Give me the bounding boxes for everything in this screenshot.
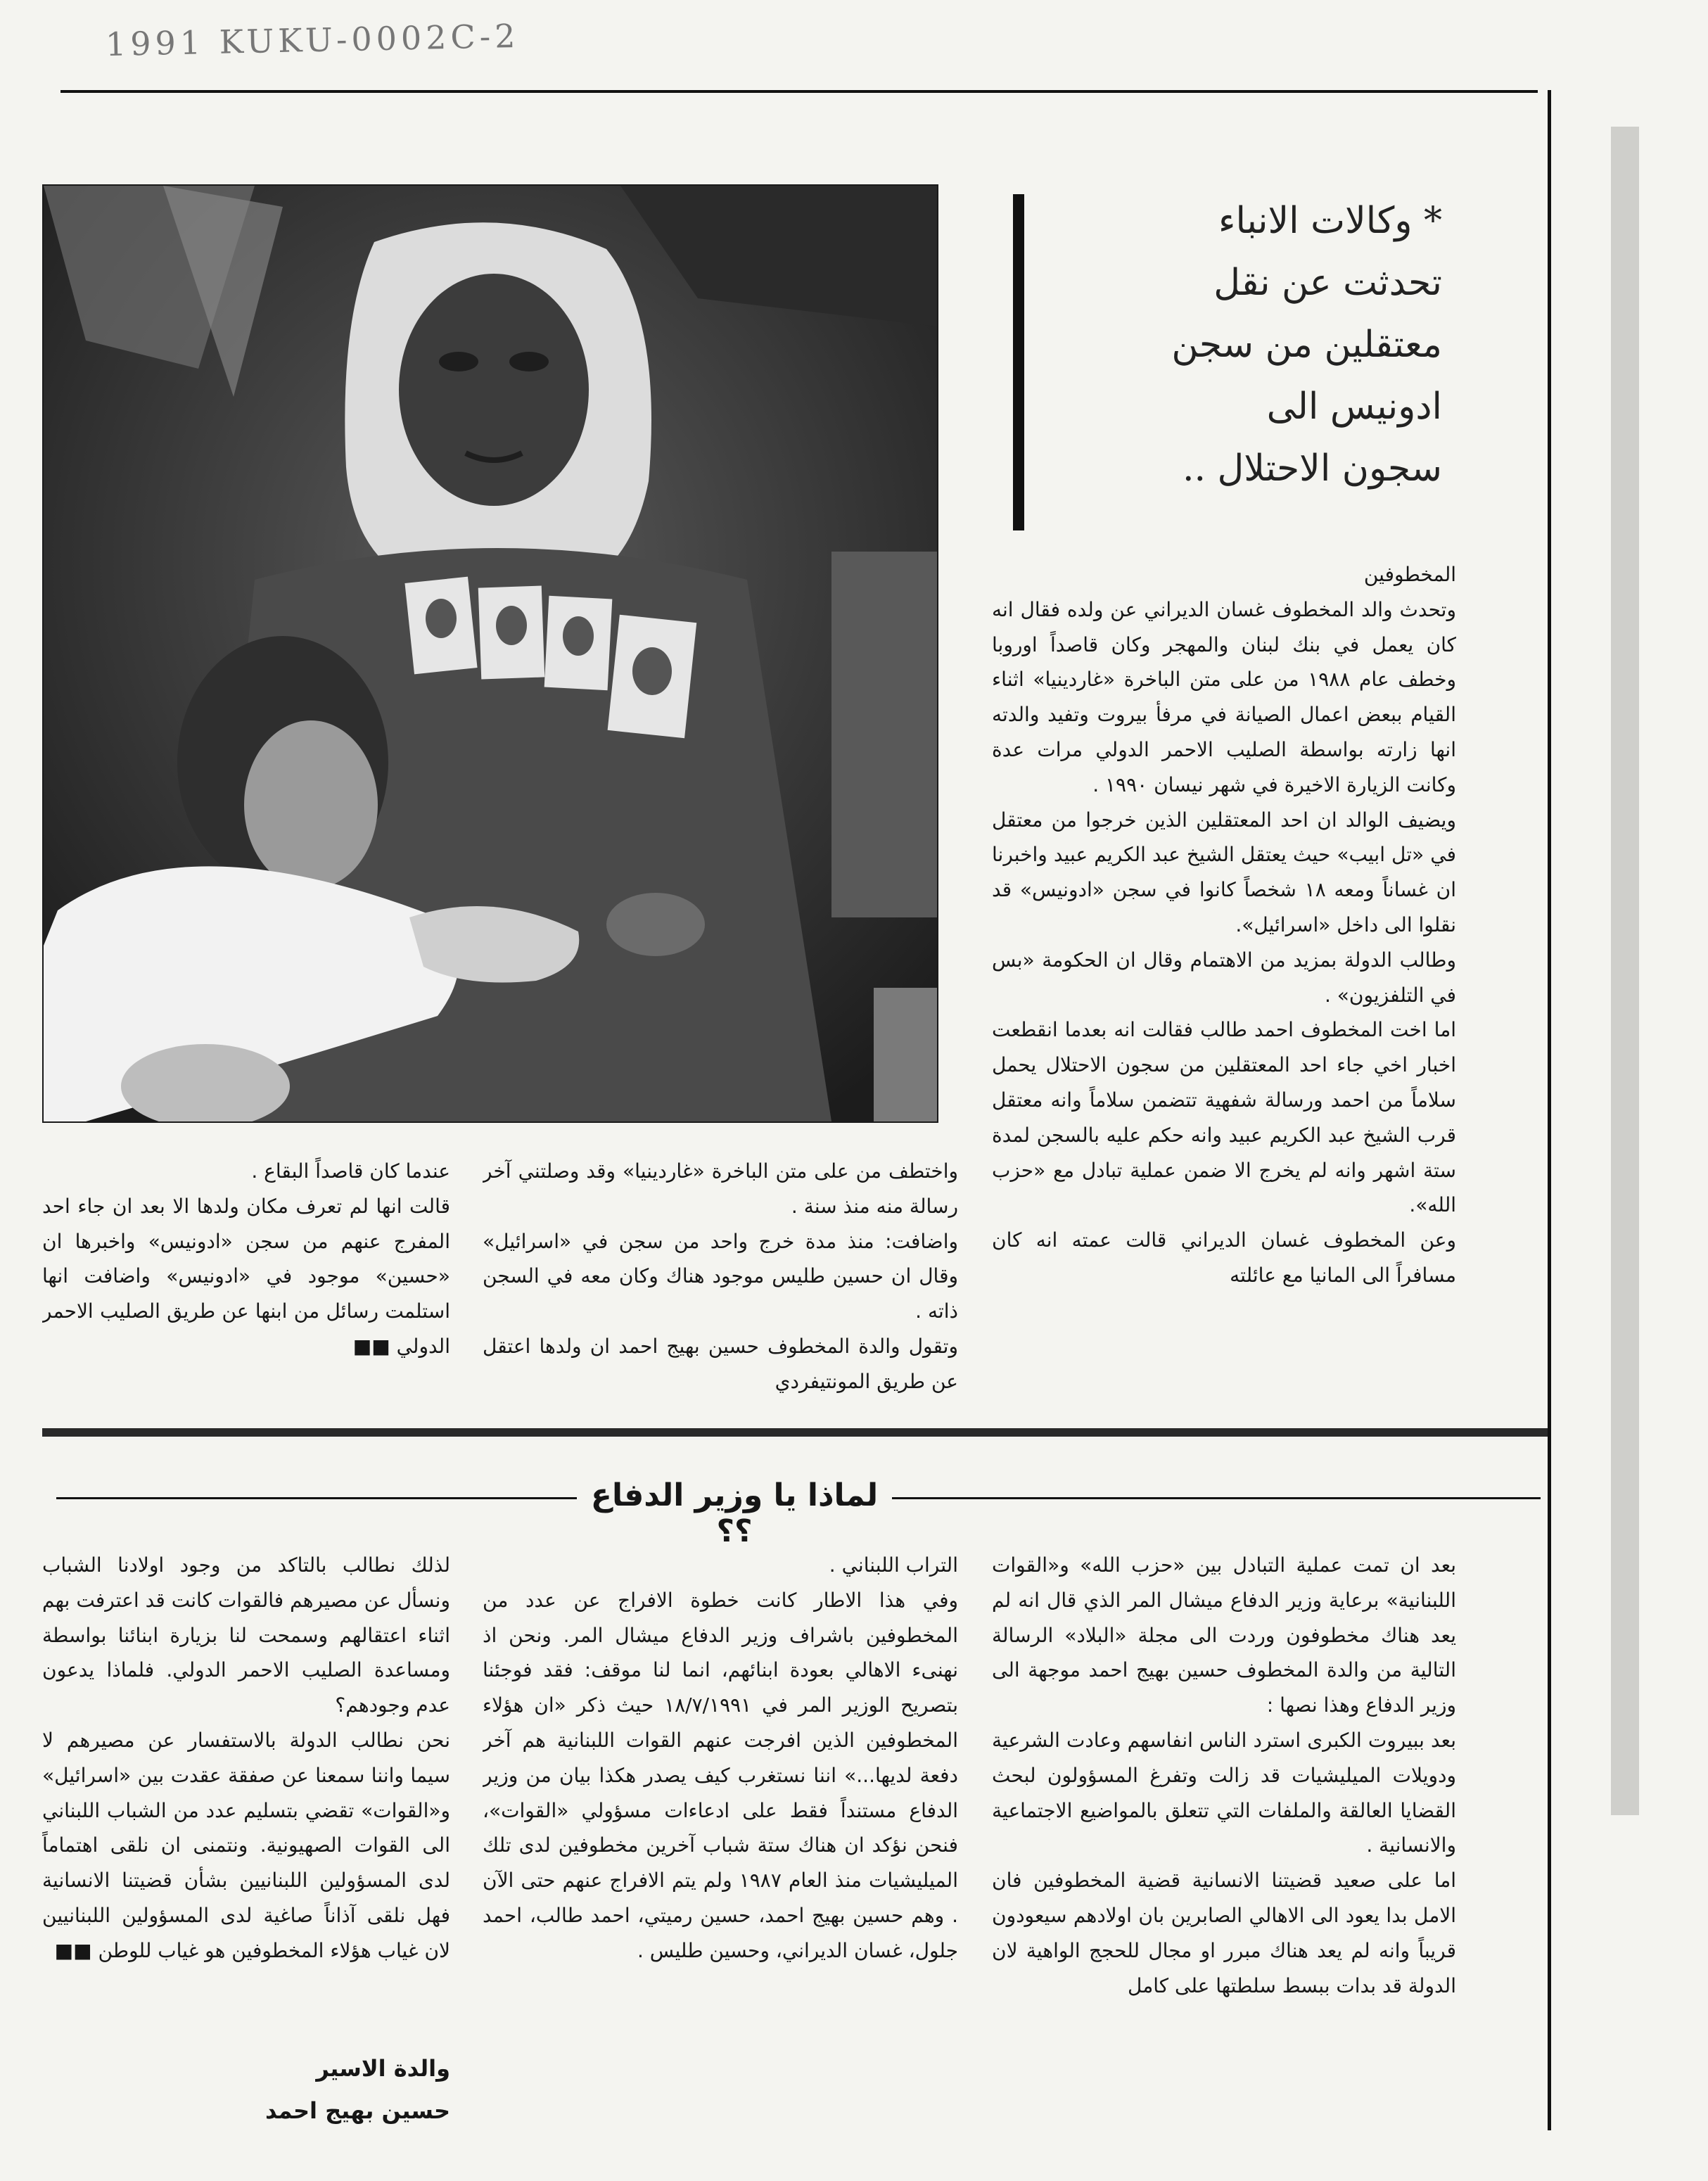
paragraph: نحن نطالب الدولة بالاستفسار عن مصيرهم لا سيما واننا سمعنا عن صفقة عقدت بين «اسرائيل» و«القوات» تقضي بتسليم عدد من الشباب اللبناني الى القوات الصهيونية. ونتمنى ان نلقى اهتماماً لدى المسؤولين اللبنانيين بشأن قضيتنا الانسانية فهل نلقى آذاناً صاغية لدى المسؤولين اللبنانيين لان غياب هؤلاء المخطوفين هو غياب للوطن ■■	[42, 1728, 450, 1962]
article1-col-right	[992, 557, 1456, 1409]
paragraph: اما اخت المخطوف احمد طالب فقالت انه بعدما انقطعت اخبار اخي جاء احد المعتقلين من سجون الاحتلال يحمل سلاماً من احمد ورسالة شفهية تتضمن سلاماً وانه معتقل قرب الشيخ عبد الكريم عبيد وانه حكم عليه بالسجن لمدة ستة اشهر وانه لم يخرج الا ضمن عملية تبادل مع «حزب الله».	[992, 1018, 1456, 1217]
pullquote	[1048, 190, 1442, 500]
paragraph: المخطوفين	[1363, 563, 1456, 586]
article2-col-right	[992, 1548, 1456, 2153]
article2-signature	[42, 2047, 450, 2146]
signature-line: والدة الاسير	[316, 2055, 450, 2082]
article2-col-left	[42, 1548, 450, 2040]
right-border	[1548, 90, 1551, 2130]
paragraph: وتحدث والد المخطوف غسان الديراني عن ولده فقال انه كان يعمل في بنك لبنان والمهجر وكان قاصداً اوروبا وخطف عام ١٩٨٨ من على متن الباخرة «غاردينيا» اثناء القيام ببعض اعمال الصيانة في مرفأ بيروت وتفيد والدته انها زارته بواسطة الصليب الاحمر الدولي مرات عدة وكانت الزيارة الاخيرة في شهر نيسان ١٩٩٠ .	[992, 597, 1456, 796]
right-edge-shadow	[1611, 127, 1639, 1815]
pullquote-line: ادونيس الى	[1266, 386, 1442, 428]
photo-illustration	[44, 186, 937, 1121]
pullquote-line: * وكالات الانباء	[1218, 200, 1442, 242]
paragraph: لذلك نطالب بالتاكد من وجود اولادنا الشباب ونسأل عن مصيرهم فالقوات كانت قد اعترفت بهم اثناء اعتقالهم وسمحت لنا بزيارة ابنائنا بواسطة ومساعدة الصليب الاحمر الدولي. فلماذا يدعون عدم وجودهم؟	[42, 1553, 450, 1717]
paragraph: عندما كان قاصداً البقاع .	[251, 1159, 450, 1183]
pullquote-line: معتقلين من سجن	[1171, 324, 1442, 366]
paragraph: اما على صعيد قضيتنا الانسانية قضية المخطوفين فان الامل بدا يعود الى الاهالي الصابرين بان اولادهم سيعودون قريباً وانه لم يعد هناك مبرر او مجال للحجج الواهية لان الدولة قد بدات ببسط سلطتها على كامل	[992, 1869, 1456, 1997]
paragraph: قالت انها لم تعرف مكان ولدها الا بعد ان جاء احد المفرج عنهم من سجن «ادونيس» واخبرها ان «حسين» موجود في «ادونيس» واضافت انها استلمت رسائل من ابنها عن طريق الصليب الاحمر الدولي ■■	[42, 1194, 450, 1358]
paragraph: وعن المخطوف غسان الديراني قالت عمته انه كان مسافراً الى المانيا مع عائلته	[992, 1228, 1456, 1287]
paragraph: وفي هذا الاطار كانت خطوة الافراج عن عدد من المخطوفين باشراف وزير الدفاع ميشال المر. ونحن اذ نهنىء الاهالي بعودة ابنائهم، انما لنا موقف: فقد فوجئنا بتصريح الوزير المر في ١٨/٧/١٩٩١ حيث ذكر «ان هؤلاء المخطوفين الذين افرجت عنهم القوات اللبنانية هم آخر دفعة لديها...» اننا نستغرب كيف يصدر هكذا بيان من وزير الدفاع مستنداً فقط على ادعاءات مسؤولي «القوات»، فنحن نؤكد ان هناك ستة شباب آخرين مخطوفين لدى تلك الميليشيات منذ العام ١٩٨٧ ولم يتم الافراج عنهم حتى الآن . وهم حسين بهيج احمد، حسين رميتي، احمد طالب، احمد جلول، غسان الديراني، وحسين طليس .	[483, 1588, 958, 1962]
pullquote-line: تحدثت عن نقل	[1213, 262, 1442, 304]
article1-col-middle	[483, 1154, 958, 1407]
section-divider-thick	[42, 1428, 1548, 1437]
pullquote-bar	[1013, 194, 1024, 530]
paragraph: بعد ان تمت عملية التبادل بين «حزب الله» و«القوات اللبنانية» برعاية وزير الدفاع ميشال المر الذي قال انه لم يعد هناك مخطوفون وردت الى مجلة «البلاد» الرسالة التالية من والدة المخطوف حسين بهيج احمد موجهة الى وزير الدفاع وهذا نصها :	[992, 1553, 1456, 1717]
pullquote-line: سجون الاحتلال ..	[1182, 447, 1442, 490]
paragraph: واضافت: منذ مدة خرج واحد من سجن في «اسرائيل» وقال ان حسين طليس موجود هناك وكان معه في السجن ذاته .	[483, 1229, 958, 1323]
news-photo	[42, 184, 938, 1123]
signature-line: حسين بهيج احمد	[265, 2097, 450, 2124]
paragraph: واختطف من على متن الباخرة «غاردينيا» وقد وصلتني آخر رسالة منه منذ سنة .	[483, 1159, 958, 1218]
paragraph: وطالب الدولة بمزيد من الاهتمام وقال ان الحكومة «بس في التلفزيون» .	[992, 948, 1456, 1007]
paragraph: وتقول والدة المخطوف حسين بهيج احمد ان ولدها اعتقل عن طريق المونتيفردي	[483, 1334, 958, 1393]
article1-col-left	[42, 1154, 450, 1365]
paragraph: التراب اللبناني .	[829, 1553, 958, 1577]
article2-col-middle	[483, 1548, 958, 2153]
paragraph: ويضيف الوالد ان احد المعتقلين الذين خرجوا من معتقل في «تل ابيب» حيث يعتقل الشيخ عبد الكريم عبيد واخبرنا ان غساناً ومعه ١٨ شخصاً كانوا في سجن «ادونيس» قد نقلوا الى داخل «اسرائيل».	[992, 808, 1456, 936]
top-border	[60, 90, 1538, 93]
handwritten-reference: 1991 KUKU-0002C-2	[105, 16, 520, 64]
paragraph: بعد ببيروت الكبرى استرد الناس انفاسهم وعادت الشرعية ودويلات الميليشيات قد زالت وتفرغ المسؤولون لبحث القضايا العالقة والملفات التي تتعلق بالمواضيع الاجتماعية والانسانية .	[992, 1728, 1456, 1857]
article2-headline: لماذا يا وزير الدفاع ؟؟	[577, 1477, 892, 1520]
